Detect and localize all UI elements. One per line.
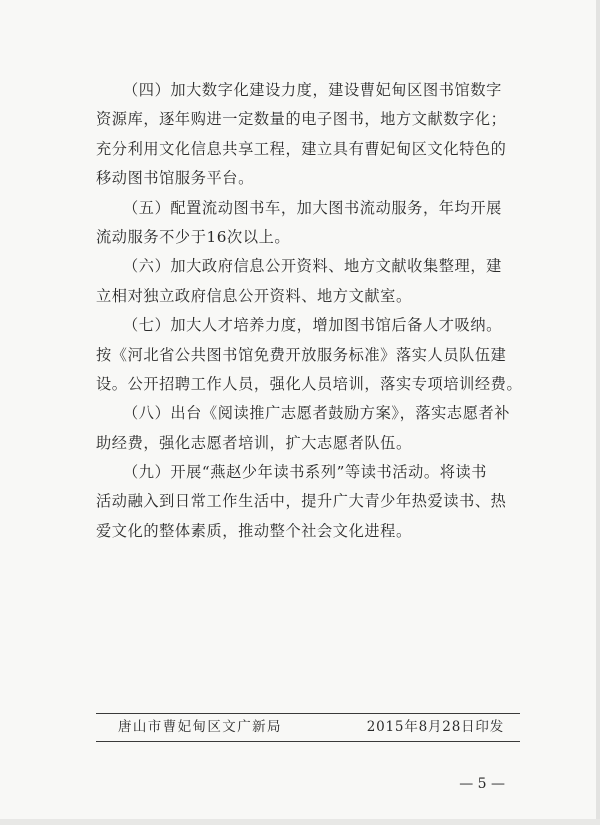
text-line: （七）加大人才培养力度，增加图书馆后备人才吸纳。 bbox=[123, 316, 502, 335]
text-line: （八）出台《阅读推广志愿者鼓励方案》，落实志愿者补 bbox=[123, 404, 511, 423]
text-line: 流动服务不少于16次以上。 bbox=[96, 227, 291, 246]
text-line: （五）配置流动图书车，加大图书流动服务，年均开展 bbox=[123, 198, 502, 217]
footer-bottom-rule bbox=[96, 741, 520, 742]
text-line: （六）加大政府信息公开资料、地方文献收集整理，建 bbox=[123, 257, 502, 276]
text-line: 按《河北省公共图书馆免费开放服务标准》落实人员队伍建 bbox=[96, 345, 507, 364]
text-line: 活动融入到日常工作生活中，提升广大青少年热爱读书、热 bbox=[96, 492, 507, 511]
text-line: 资源库，逐年购进一定数量的电子图书，地方文献数字化； bbox=[96, 110, 507, 129]
text-line: 爱文化的整体素质，推动整个社会文化进程。 bbox=[96, 521, 412, 540]
text-line: 助经费，强化志愿者培训，扩大志愿者队伍。 bbox=[96, 433, 412, 452]
page-number: — 5 — bbox=[459, 776, 505, 792]
page-bottom-shadow bbox=[0, 819, 600, 825]
footer-issuer: 唐山市曹妃甸区文广新局 bbox=[118, 719, 282, 735]
page-edge-shadow bbox=[596, 0, 600, 825]
document-body bbox=[96, 76, 526, 546]
footer-top-rule bbox=[96, 713, 520, 714]
text-line: （九）开展“燕赵少年读书系列”等读书活动。将读书 bbox=[123, 463, 488, 482]
text-line: 移动图书馆服务平台。 bbox=[96, 169, 254, 188]
text-line: （四）加大数字化建设力度，建设曹妃甸区图书馆数字 bbox=[123, 81, 502, 99]
footer-issue-date: 2015年8月28日印发 bbox=[366, 719, 504, 735]
text-line: 设。公开招聘工作人员，强化人员培训，落实专项培训经费。 bbox=[96, 374, 523, 393]
text-line: 充分利用文化信息共享工程，建立具有曹妃甸区文化特色的 bbox=[96, 139, 507, 158]
text-line: 立相对独立政府信息公开资料、地方文献室。 bbox=[96, 286, 412, 305]
